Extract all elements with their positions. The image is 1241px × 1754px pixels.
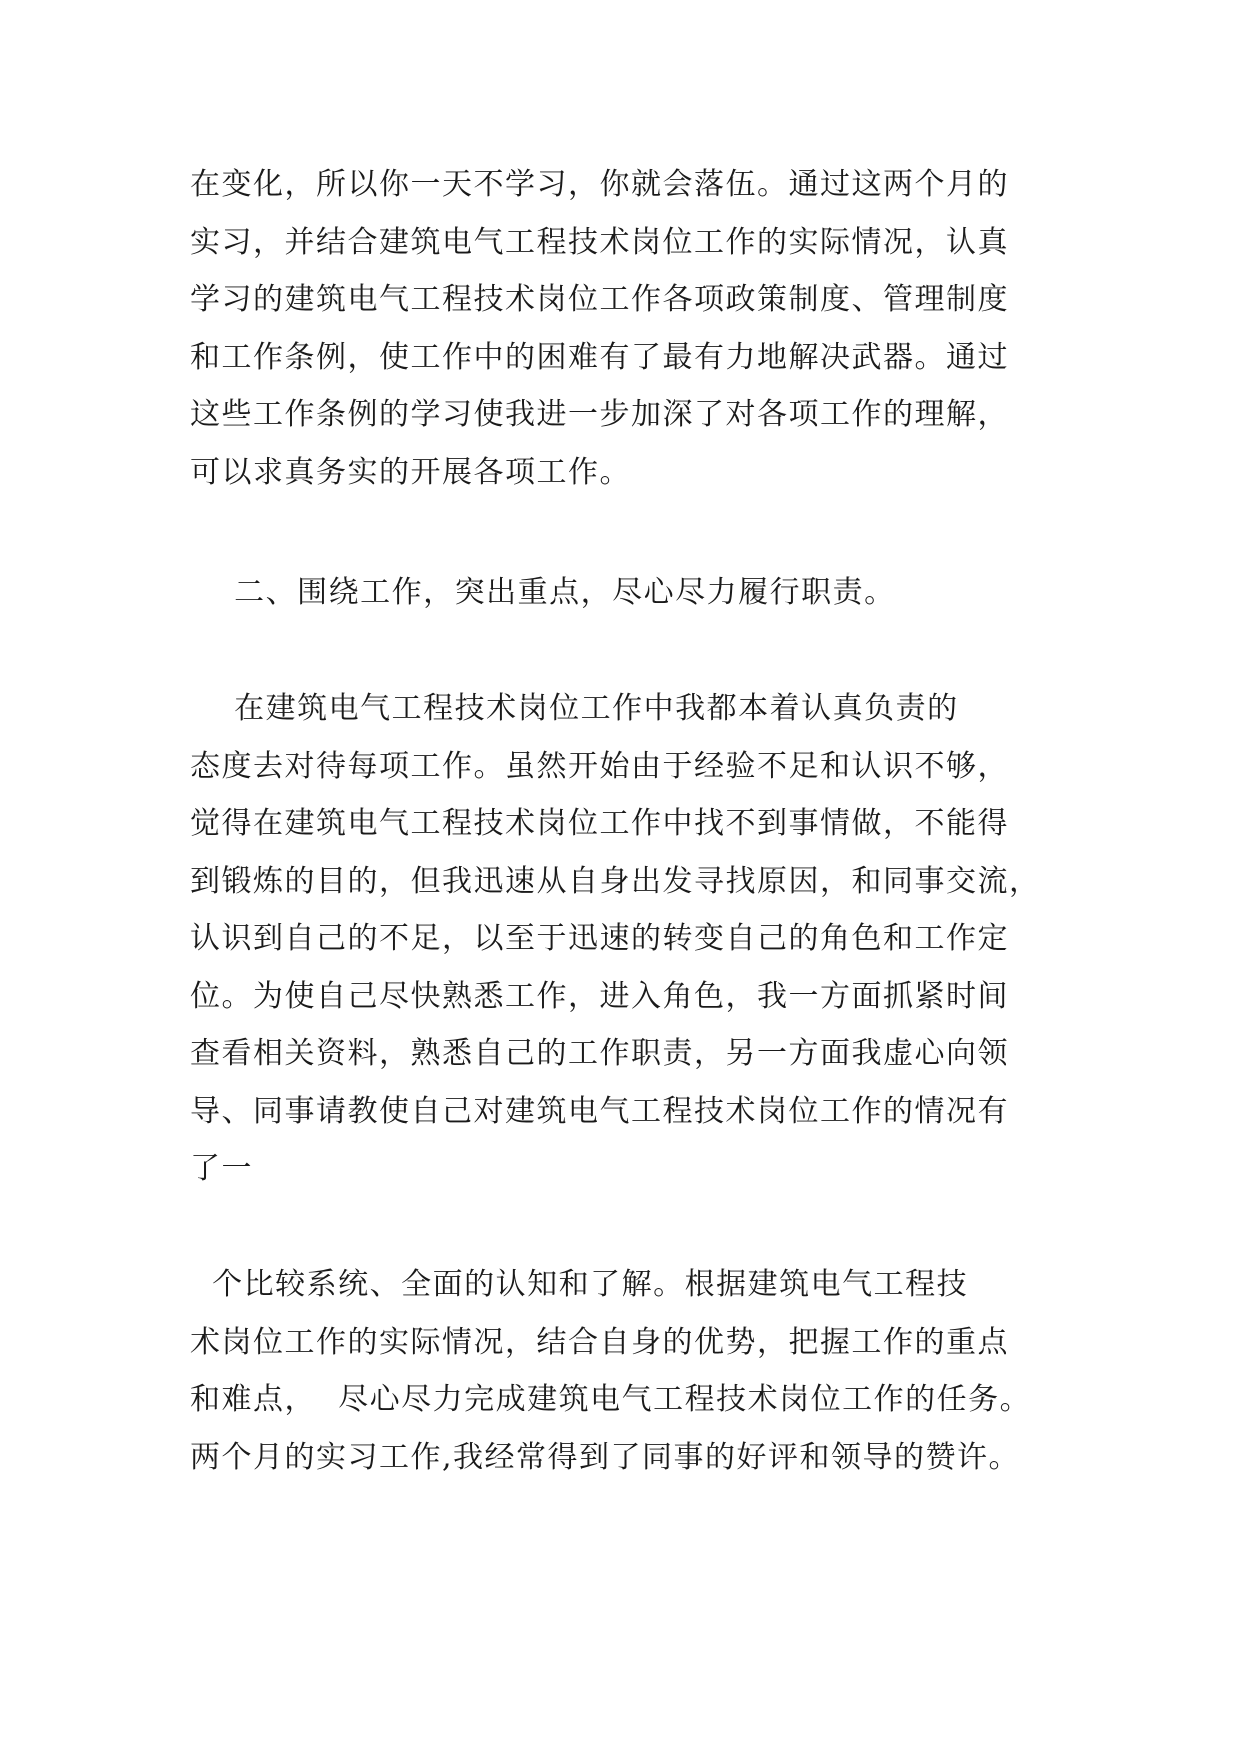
text-line: 了一: [190, 1151, 253, 1186]
text-line: 学习的建筑电气工程技术岗位工作各项政策制度、管理制度: [190, 282, 1009, 317]
heading-line: 二、围绕工作，突出重点，尽心尽力履行职责。: [190, 575, 896, 610]
paragraph-body: [190, 1256, 1070, 1486]
text-line: 术岗位工作的实际情况，结合自身的优势，把握工作的重点: [190, 1324, 1009, 1360]
text-line: 和工作条例，使工作中的困难有了最有力地解决武器。通过: [190, 339, 1009, 375]
text-line: 两个月的实习工作,我经常得到了同事的好评和领导的赞许。: [190, 1439, 1021, 1475]
paragraph-continuation: [190, 156, 1070, 501]
text-line: 觉得在建筑电气工程技术岗位工作中找不到事情做，不能得: [190, 806, 1009, 841]
text-line: 认识到自己的不足，以至于迅速的转变自己的角色和工作定: [190, 921, 1009, 956]
text-line: 这些工作条例的学习使我进一步加深了对各项工作的理解，: [190, 397, 1009, 432]
section-heading: [190, 564, 1070, 622]
text-line: 到锻炼的目的，但我迅速从自身出发寻找原因，和同事交流，: [190, 863, 1041, 899]
text-line: 个比较系统、全面的认知和了解。根据建筑电气工程技: [190, 1267, 969, 1302]
text-line: 在变化，所以你一天不学习，你就会落伍。通过这两个月的: [190, 167, 1009, 202]
text-line: 实习，并结合建筑电气工程技术岗位工作的实际情况，认真: [190, 224, 1009, 260]
text-line: 和难点， 尽心尽力完成建筑电气工程技术岗位工作的任务。: [190, 1382, 1032, 1417]
paragraph-body: [190, 680, 1070, 1198]
text-line: 态度去对待每项工作。虽然开始由于经验不足和认识不够，: [190, 748, 1009, 784]
text-line: 在建筑电气工程技术岗位工作中我都本着认真负责的: [190, 691, 959, 726]
text-line: 位。为使自己尽快熟悉工作，进入角色，我一方面抓紧时间: [190, 978, 1009, 1014]
text-line: 可以求真务实的开展各项工作。: [190, 454, 631, 490]
text-line: 导、同事请教使自己对建筑电气工程技术岗位工作的情况有: [190, 1093, 1009, 1129]
text-line: 查看相关资料，熟悉自己的工作职责，另一方面我虚心向领: [190, 1036, 1009, 1071]
